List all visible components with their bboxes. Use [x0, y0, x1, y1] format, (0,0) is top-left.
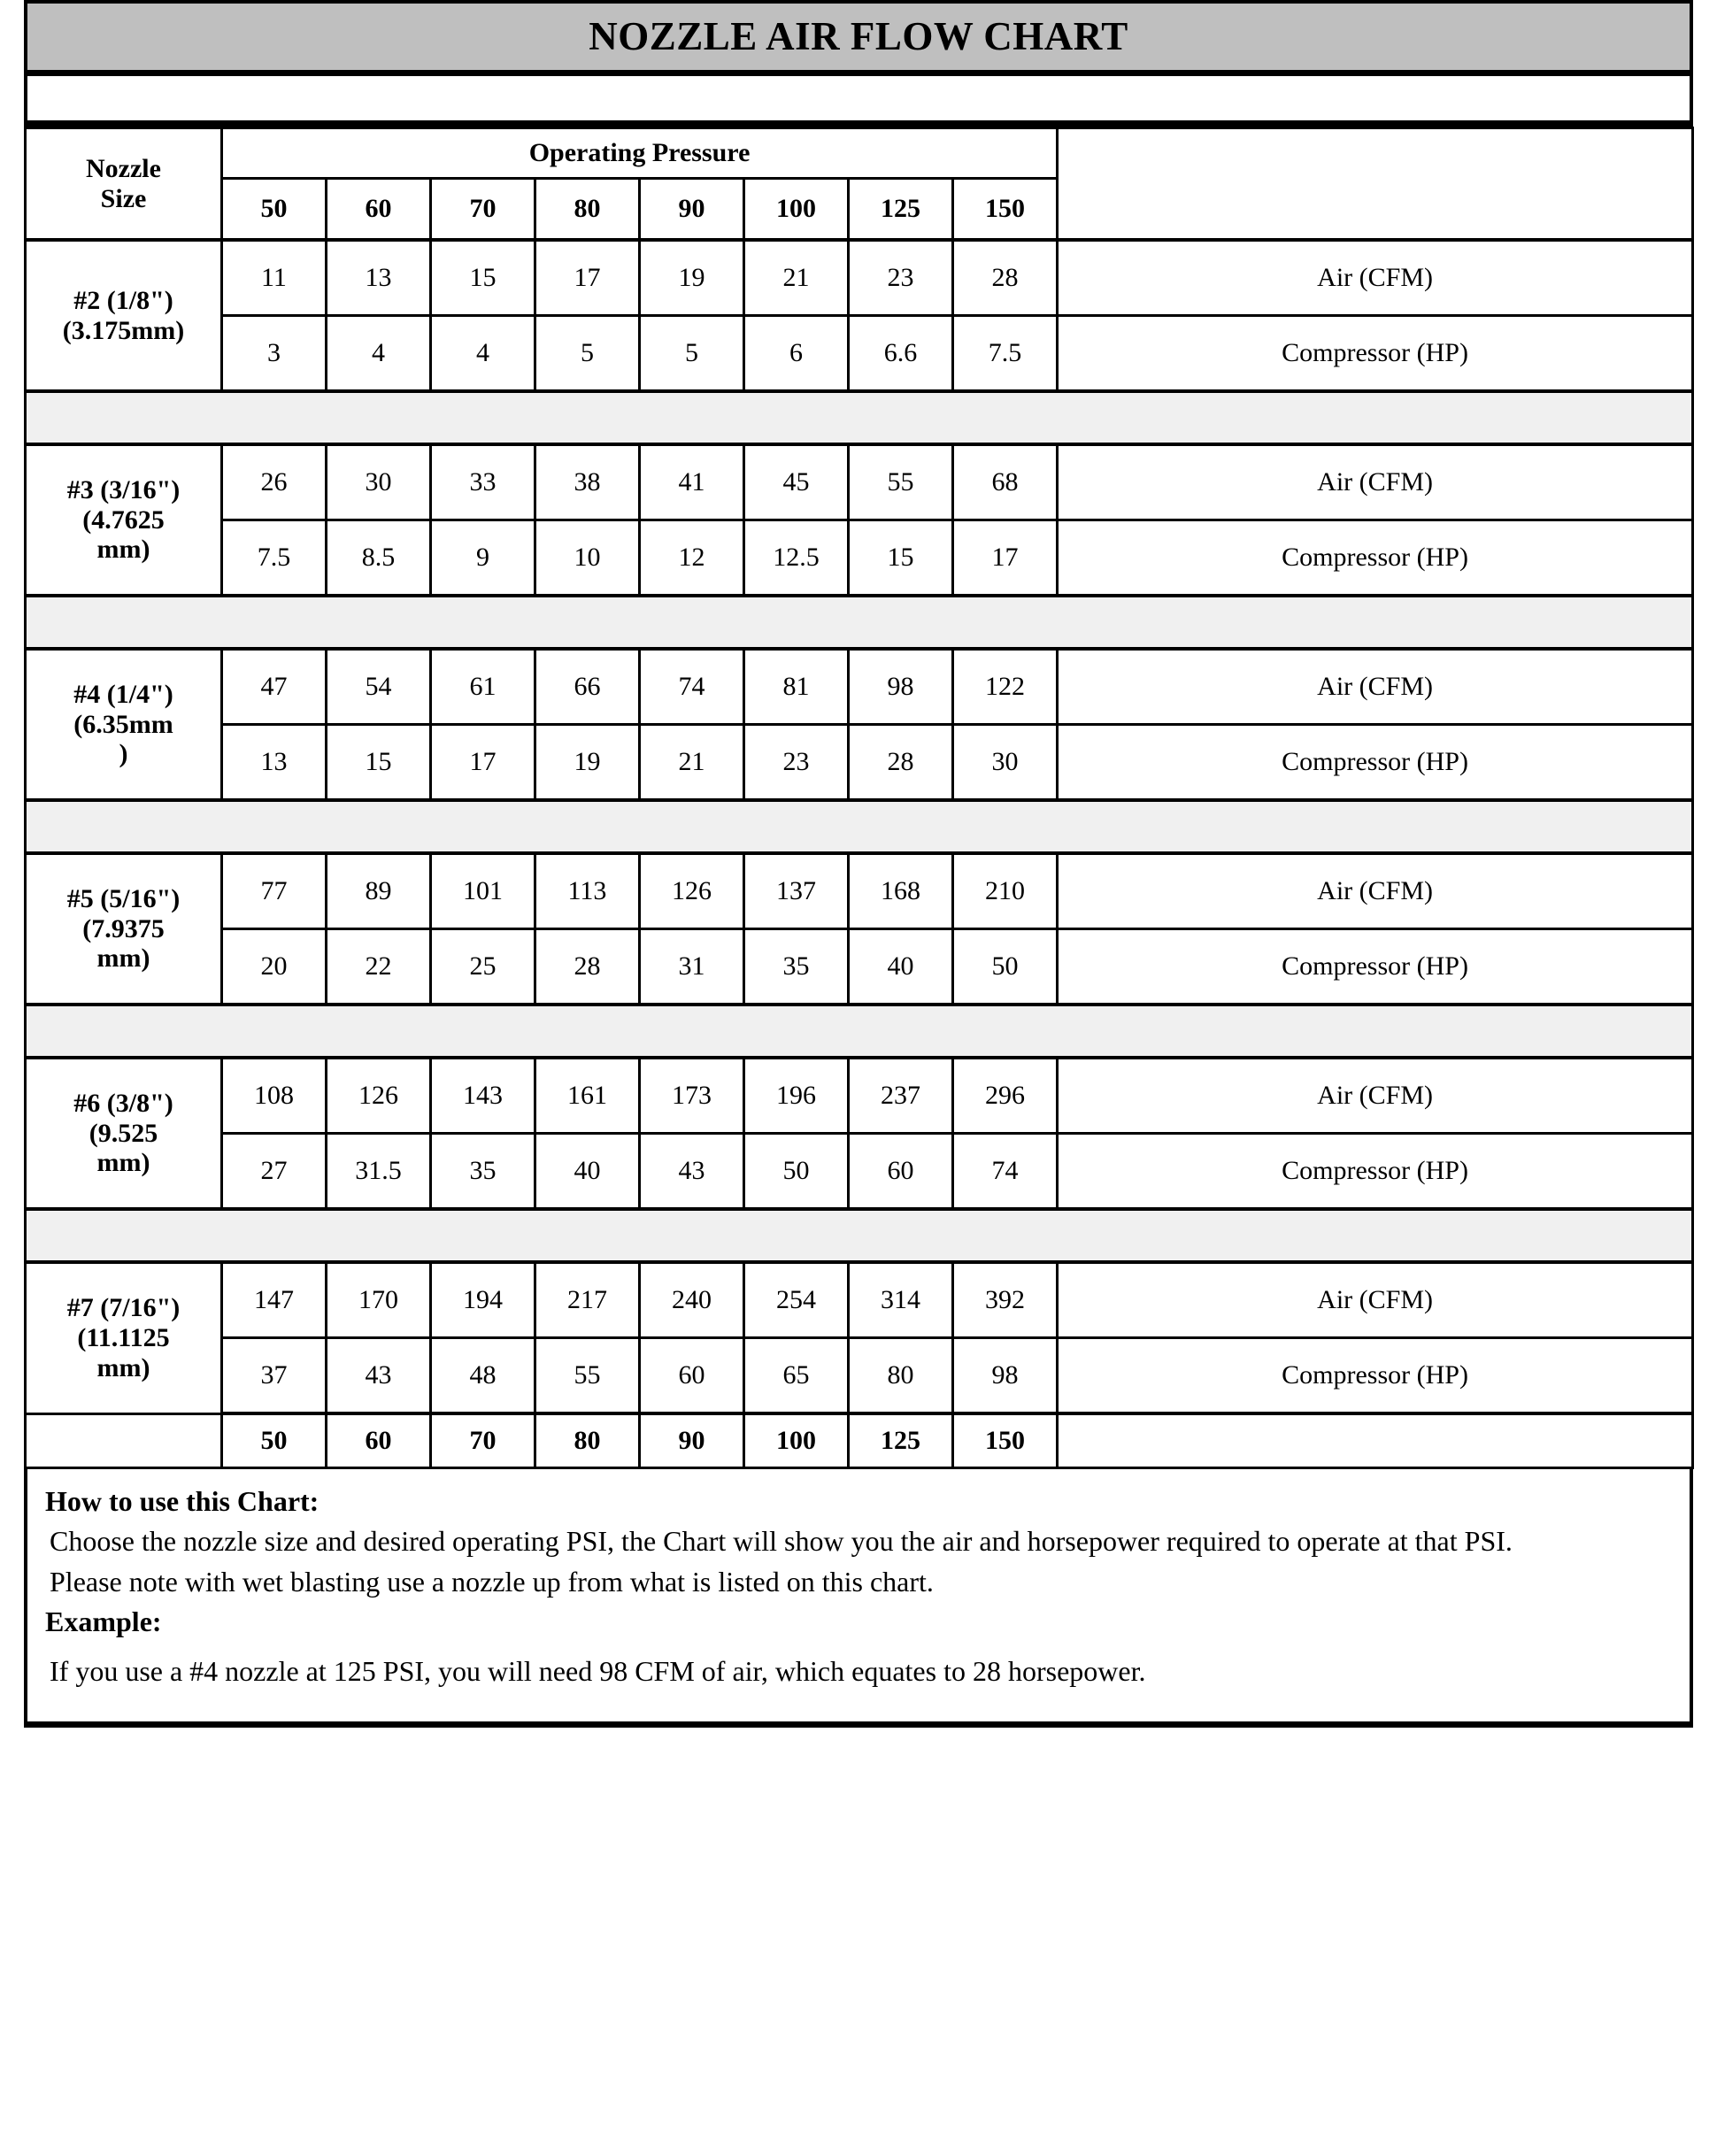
- footer-blank-cell: [26, 1413, 222, 1468]
- row-spacer-band: [26, 596, 1693, 649]
- table-footer-row: [26, 1413, 1693, 1468]
- compressor-hp-cell: 40: [535, 1134, 640, 1210]
- table-row: [26, 240, 1693, 316]
- table-row: [26, 444, 1693, 520]
- nozzle-size-label: #7 (7/16") (11.1125 mm): [26, 1262, 222, 1413]
- air-cfm-cell: 54: [327, 649, 431, 725]
- compressor-hp-cell: 6: [744, 316, 849, 392]
- pressure-header-50: 50: [222, 179, 327, 241]
- footer-pressure-100: 100: [744, 1413, 849, 1468]
- air-cfm-cell: 47: [222, 649, 327, 725]
- row-spacer-cell: [26, 800, 1693, 853]
- pressure-header-70: 70: [431, 179, 535, 241]
- air-cfm-cell: 168: [849, 853, 953, 929]
- compressor-hp-cell: 27: [222, 1134, 327, 1210]
- row-spacer-band: [26, 391, 1693, 444]
- row-spacer-band: [26, 1005, 1693, 1058]
- compressor-hp-cell: 50: [744, 1134, 849, 1210]
- air-cfm-cell: 23: [849, 240, 953, 316]
- compressor-hp-cell: 7.5: [953, 316, 1058, 392]
- compressor-hp-cell: 22: [327, 929, 431, 1005]
- compressor-hp-cell: 19: [535, 725, 640, 801]
- compressor-hp-cell: 4: [431, 316, 535, 392]
- air-cfm-cell: 66: [535, 649, 640, 725]
- compressor-hp-cell: 43: [640, 1134, 744, 1210]
- compressor-hp-cell: 17: [953, 520, 1058, 597]
- air-cfm-cell: 392: [953, 1262, 1058, 1338]
- air-cfm-cell: 240: [640, 1262, 744, 1338]
- compressor-hp-cell: 74: [953, 1134, 1058, 1210]
- footer-pressure-80: 80: [535, 1413, 640, 1468]
- row-spacer-band: [26, 800, 1693, 853]
- compressor-hp-cell: 17: [431, 725, 535, 801]
- footer-unit-blank: [1058, 1413, 1693, 1468]
- table-row: [26, 1058, 1693, 1134]
- compressor-hp-cell: 55: [535, 1338, 640, 1414]
- unit-label-air: Air (CFM): [1058, 1058, 1693, 1134]
- footer-pressure-50: 50: [222, 1413, 327, 1468]
- notes-spacer: [45, 1643, 1672, 1652]
- compressor-hp-cell: 28: [849, 725, 953, 801]
- compressor-hp-cell: 31: [640, 929, 744, 1005]
- compressor-hp-cell: 6.6: [849, 316, 953, 392]
- nozzle-size-header: Nozzle Size: [26, 128, 222, 241]
- compressor-hp-cell: 5: [535, 316, 640, 392]
- air-cfm-cell: 19: [640, 240, 744, 316]
- air-cfm-cell: 101: [431, 853, 535, 929]
- air-cfm-cell: 173: [640, 1058, 744, 1134]
- air-cfm-cell: 170: [327, 1262, 431, 1338]
- air-cfm-cell: 68: [953, 444, 1058, 520]
- table-row: [26, 853, 1693, 929]
- air-cfm-cell: 122: [953, 649, 1058, 725]
- operating-pressure-header: Operating Pressure: [222, 128, 1058, 179]
- air-cfm-cell: 210: [953, 853, 1058, 929]
- air-cfm-cell: 26: [222, 444, 327, 520]
- pressure-header-60: 60: [327, 179, 431, 241]
- air-cfm-cell: 147: [222, 1262, 327, 1338]
- table-row: [26, 929, 1693, 1005]
- air-cfm-cell: 38: [535, 444, 640, 520]
- table-row: [26, 649, 1693, 725]
- how-to-heading: How to use this Chart:: [45, 1485, 320, 1517]
- air-cfm-cell: 161: [535, 1058, 640, 1134]
- unit-label-hp: Compressor (HP): [1058, 929, 1693, 1005]
- air-cfm-cell: 237: [849, 1058, 953, 1134]
- example-text: If you use a #4 nozzle at 125 PSI, you will need 98 CFM of air, which equates to 28 horsepower.: [50, 1654, 1146, 1687]
- header-unit-blank: [1058, 128, 1693, 241]
- air-cfm-cell: 11: [222, 240, 327, 316]
- unit-label-air: Air (CFM): [1058, 853, 1693, 929]
- unit-label-hp: Compressor (HP): [1058, 316, 1693, 392]
- air-cfm-cell: 15: [431, 240, 535, 316]
- table-row: [26, 316, 1693, 392]
- example-heading: Example:: [45, 1605, 162, 1638]
- air-cfm-cell: 108: [222, 1058, 327, 1134]
- compressor-hp-cell: 15: [327, 725, 431, 801]
- nozzle-size-label: #3 (3/16") (4.7625 mm): [26, 444, 222, 596]
- compressor-hp-cell: 12: [640, 520, 744, 597]
- air-cfm-cell: 254: [744, 1262, 849, 1338]
- unit-label-hp: Compressor (HP): [1058, 1134, 1693, 1210]
- compressor-hp-cell: 30: [953, 725, 1058, 801]
- row-spacer-cell: [26, 1209, 1693, 1262]
- compressor-hp-cell: 48: [431, 1338, 535, 1414]
- air-cfm-cell: 126: [640, 853, 744, 929]
- table-header-row-1: [26, 128, 1693, 179]
- air-cfm-cell: 13: [327, 240, 431, 316]
- air-cfm-cell: 77: [222, 853, 327, 929]
- compressor-hp-cell: 15: [849, 520, 953, 597]
- nozzle-size-label: #4 (1/4") (6.35mm ): [26, 649, 222, 800]
- compressor-hp-cell: 31.5: [327, 1134, 431, 1210]
- compressor-hp-cell: 4: [327, 316, 431, 392]
- air-cfm-cell: 113: [535, 853, 640, 929]
- unit-label-air: Air (CFM): [1058, 240, 1693, 316]
- table-row: [26, 725, 1693, 801]
- air-cfm-cell: 41: [640, 444, 744, 520]
- unit-label-air: Air (CFM): [1058, 1262, 1693, 1338]
- compressor-hp-cell: 60: [640, 1338, 744, 1414]
- air-cfm-cell: 21: [744, 240, 849, 316]
- compressor-hp-cell: 40: [849, 929, 953, 1005]
- compressor-hp-cell: 65: [744, 1338, 849, 1414]
- unit-label-air: Air (CFM): [1058, 649, 1693, 725]
- footer-pressure-90: 90: [640, 1413, 744, 1468]
- nozzle-size-label: #2 (1/8") (3.175mm): [26, 240, 222, 391]
- air-cfm-cell: 98: [849, 649, 953, 725]
- unit-label-hp: Compressor (HP): [1058, 1338, 1693, 1414]
- pressure-header-100: 100: [744, 179, 849, 241]
- unit-label-hp: Compressor (HP): [1058, 725, 1693, 801]
- compressor-hp-cell: 43: [327, 1338, 431, 1414]
- compressor-hp-cell: 3: [222, 316, 327, 392]
- air-cfm-cell: 17: [535, 240, 640, 316]
- compressor-hp-cell: 37: [222, 1338, 327, 1414]
- air-cfm-cell: 74: [640, 649, 744, 725]
- air-cfm-cell: 81: [744, 649, 849, 725]
- compressor-hp-cell: 35: [744, 929, 849, 1005]
- compressor-hp-cell: 35: [431, 1134, 535, 1210]
- air-cfm-cell: 196: [744, 1058, 849, 1134]
- pressure-header-80: 80: [535, 179, 640, 241]
- compressor-hp-cell: 80: [849, 1338, 953, 1414]
- how-to-line-2: Please note with wet blasting use a nozzle up from what is listed on this chart.: [50, 1565, 934, 1598]
- compressor-hp-cell: 20: [222, 929, 327, 1005]
- compressor-hp-cell: 21: [640, 725, 744, 801]
- air-cfm-cell: 30: [327, 444, 431, 520]
- compressor-hp-cell: 60: [849, 1134, 953, 1210]
- nozzle-size-label: #6 (3/8") (9.525 mm): [26, 1058, 222, 1209]
- compressor-hp-cell: 7.5: [222, 520, 327, 597]
- air-cfm-cell: 143: [431, 1058, 535, 1134]
- air-cfm-cell: 61: [431, 649, 535, 725]
- air-cfm-cell: 33: [431, 444, 535, 520]
- title-gap-band: [24, 76, 1693, 127]
- row-spacer-cell: [26, 596, 1693, 649]
- footer-pressure-60: 60: [327, 1413, 431, 1468]
- document-title-banner: [24, 0, 1693, 76]
- air-cfm-cell: 126: [327, 1058, 431, 1134]
- row-spacer-cell: [26, 391, 1693, 444]
- air-cfm-cell: 28: [953, 240, 1058, 316]
- compressor-hp-cell: 12.5: [744, 520, 849, 597]
- compressor-hp-cell: 9: [431, 520, 535, 597]
- table-row: [26, 1338, 1693, 1414]
- air-cfm-cell: 314: [849, 1262, 953, 1338]
- compressor-hp-cell: 13: [222, 725, 327, 801]
- footer-pressure-125: 125: [849, 1413, 953, 1468]
- air-cfm-cell: 296: [953, 1058, 1058, 1134]
- footer-pressure-70: 70: [431, 1413, 535, 1468]
- compressor-hp-cell: 10: [535, 520, 640, 597]
- pressure-header-90: 90: [640, 179, 744, 241]
- table-row: [26, 1134, 1693, 1210]
- nozzle-data-table: [24, 127, 1694, 1469]
- footer-pressure-150: 150: [953, 1413, 1058, 1468]
- air-cfm-cell: 137: [744, 853, 849, 929]
- air-cfm-cell: 55: [849, 444, 953, 520]
- compressor-hp-cell: 28: [535, 929, 640, 1005]
- air-cfm-cell: 217: [535, 1262, 640, 1338]
- compressor-hp-cell: 23: [744, 725, 849, 801]
- table-row: [26, 520, 1693, 597]
- page-title: NOZZLE AIR FLOW CHART: [589, 14, 1128, 58]
- air-cfm-cell: 89: [327, 853, 431, 929]
- nozzle-size-label: #5 (5/16") (7.9375 mm): [26, 853, 222, 1005]
- row-spacer-cell: [26, 1005, 1693, 1058]
- compressor-hp-cell: 25: [431, 929, 535, 1005]
- air-cfm-cell: 45: [744, 444, 849, 520]
- table-row: [26, 1262, 1693, 1338]
- unit-label-air: Air (CFM): [1058, 444, 1693, 520]
- unit-label-hp: Compressor (HP): [1058, 520, 1693, 597]
- compressor-hp-cell: 50: [953, 929, 1058, 1005]
- how-to-line-1: Choose the nozzle size and desired operating PSI, the Chart will show you the air and horsepower required to operate at that PSI.: [50, 1525, 1513, 1558]
- air-cfm-cell: 194: [431, 1262, 535, 1338]
- pressure-header-125: 125: [849, 179, 953, 241]
- compressor-hp-cell: 5: [640, 316, 744, 392]
- compressor-hp-cell: 98: [953, 1338, 1058, 1414]
- row-spacer-band: [26, 1209, 1693, 1262]
- compressor-hp-cell: 8.5: [327, 520, 431, 597]
- how-to-use-notes: [24, 1469, 1693, 1728]
- pressure-header-150: 150: [953, 179, 1058, 241]
